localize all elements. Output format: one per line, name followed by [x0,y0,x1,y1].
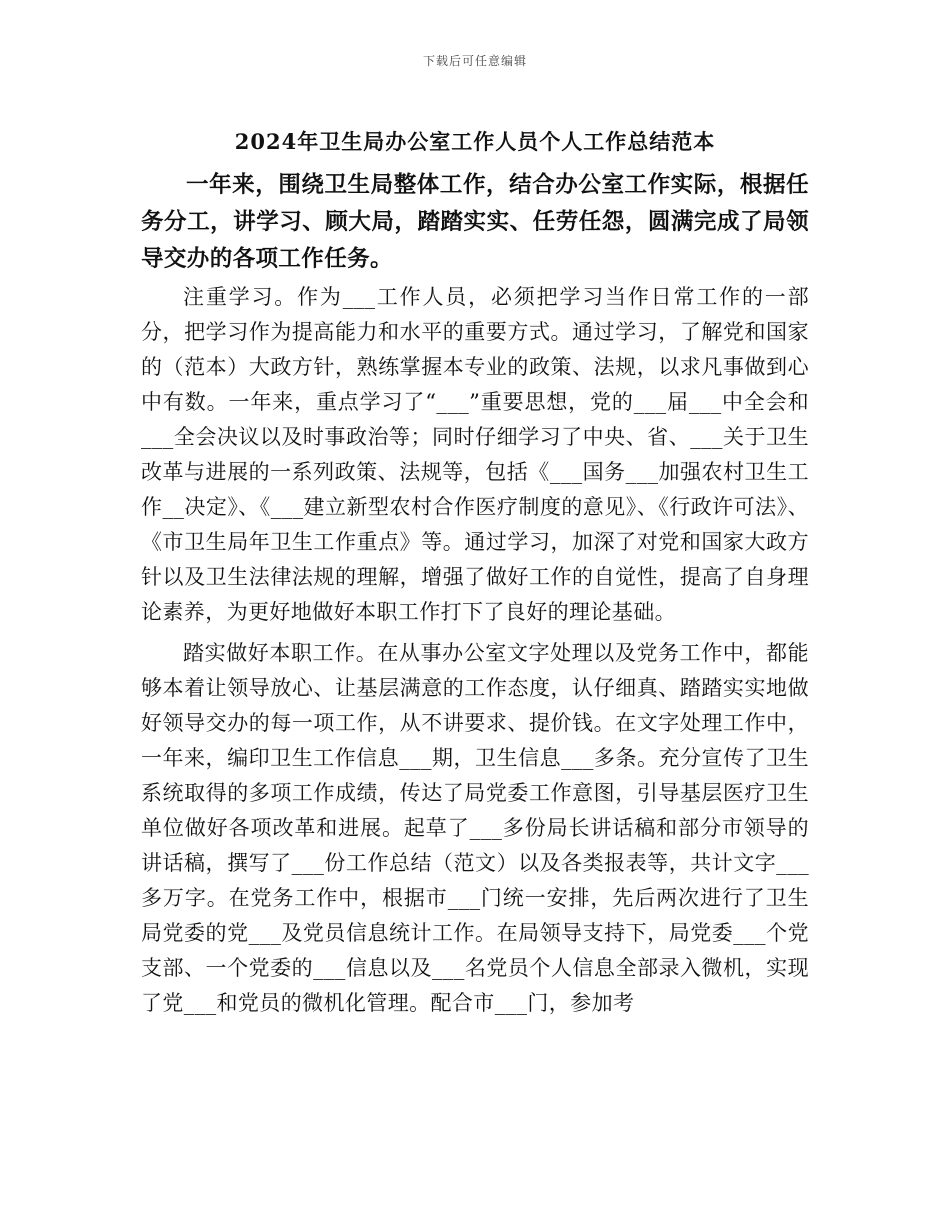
intro-paragraph: 一年来，围绕卫生局整体工作，结合办公室工作实际，根据任务分工，讲学习、顾大局，踏踏实实、任劳任怨，圆满完成了局领导交办的各项工作任务。 [141,172,809,272]
study-paragraph: 注重学习。作为___工作人员，必须把学习当作日常工作的一部分，把学习作为提高能力和水平的重要方式。通过学习，了解党和国家的（范本）大政方针，熟练掌握本专业的政策、法规，以求凡事做到心中有数。一年来，重点学习了“___”重要思想，党的___届___中全会和___全会决议以及时事政治等；同时仔细学习了中央、省、___关于卫生改革与进展的一系列政策、法规等，包括《___国务___加强农村卫生工作__决定》、《___建立新型农村合作医疗制度的意见》、《行政许可法》、《市卫生局年卫生工作重点》等。通过学习，加深了对党和国家大政方针以及卫生法律法规的理解，增强了做好工作的自觉性，提高了自身理论素养，为更好地做好本职工作打下了良好的理论基础。 [141,285,809,624]
work-paragraph: 踏实做好本职工作。在从事办公室文字处理以及党务工作中，都能够本着让领导放心、让基层满意的工作态度，认仔细真、踏踏实实地做好领导交办的每一项工作，从不讲要求、提价钱。在文字处理工作中，一年来，编印卫生工作信息___期，卫生信息___多条。充分宣传了卫生系统取得的多项工作成绩，传达了局党委工作意图，引导基层医疗卫生单位做好各项改革和进展。起草了___多份局长讲话稿和部分市领导的讲话稿，撰写了___份工作总结（范文）以及各类报表等，共计文字___多万字。在党务工作中，根据市___门统一安排，先后两次进行了卫生局党委的党___及党员信息统计工作。在局领导支持下，局党委___个党支部、一个党委的___信息以及___名党员个人信息全部录入微机，实现了党___和党员的微机化管理。配合市___门，参加考 [141,641,809,1015]
header-note: 下载后可任意编辑 [422,54,527,68]
document-title: 2024年卫生局办公室工作人员个人工作总结范本 [234,129,716,154]
document-body [141,167,809,1027]
